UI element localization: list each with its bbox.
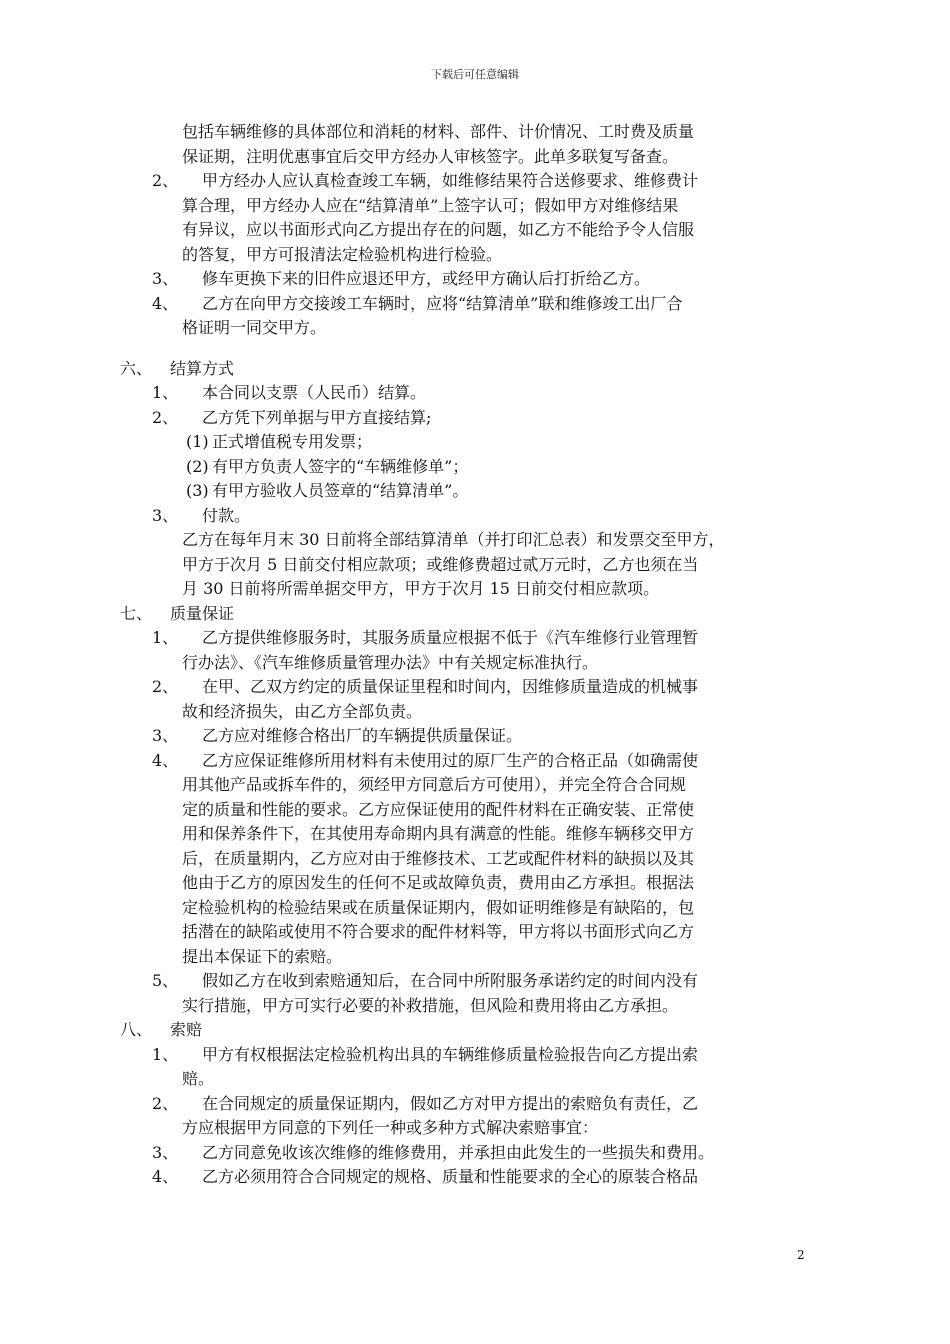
paragraph-line bbox=[120, 577, 820, 602]
line-text: 赔。 bbox=[182, 1069, 215, 1088]
line-text: 乙方在向甲方交接竣工车辆时，应将“结算清单”联和维修竣工出厂合 bbox=[202, 293, 683, 313]
list-item bbox=[120, 724, 820, 749]
list-item bbox=[120, 292, 820, 317]
list-item bbox=[120, 479, 820, 504]
list-item bbox=[120, 455, 820, 480]
line-text: 定的质量和性能的要求。乙方应保证使用的配件材料在正确安装、正常使 bbox=[182, 799, 695, 819]
line-text: 乙方必须用符合合同规定的规格、质量和性能要求的全心的原装合格品 bbox=[202, 1167, 699, 1186]
line-text: 在合同规定的质量保证期内，假如乙方对甲方提出的索赔负有责任，乙 bbox=[202, 1093, 699, 1113]
line-text: 乙方同意免收该次维修的维修费用，并承担由此发生的一些损失和费用。 bbox=[202, 1142, 715, 1162]
item-number: 2、 bbox=[152, 171, 179, 190]
item-number: (3) bbox=[186, 481, 209, 500]
line-text: 实行措施，甲方可实行必要的补救措施，但风险和费用将由乙方承担。 bbox=[182, 995, 679, 1015]
line-text: 的答复，甲方可报清法定检验机构进行检验。 bbox=[182, 244, 503, 264]
paragraph-line bbox=[120, 528, 820, 553]
item-number: 1、 bbox=[152, 383, 179, 402]
line-text: 包括车辆维修的具体部位和消耗的材料、部件、计价情况、工时费及质量 bbox=[182, 122, 695, 141]
section-heading bbox=[120, 357, 820, 382]
list-item bbox=[120, 1092, 820, 1117]
list-item bbox=[120, 1043, 820, 1068]
item-number: 3、 bbox=[152, 269, 179, 288]
line-text: 故和经济损失，由乙方全部负责。 bbox=[182, 701, 423, 721]
line-text: 索赔 bbox=[170, 1020, 203, 1039]
item-number: 2、 bbox=[152, 677, 179, 696]
list-item bbox=[120, 504, 820, 529]
paragraph-line bbox=[120, 553, 820, 578]
paragraph-line bbox=[120, 243, 820, 268]
line-text: 有甲方验收人员签章的“结算清单”。 bbox=[212, 481, 469, 500]
document-body bbox=[120, 120, 820, 1190]
line-text: 本合同以支票（人民币）结算。 bbox=[202, 383, 427, 402]
item-number: 3、 bbox=[152, 1142, 179, 1162]
paragraph-line bbox=[120, 1067, 820, 1092]
line-text: 质量保证 bbox=[170, 603, 235, 623]
line-text: 乙方凭下列单据与甲方直接结算; bbox=[202, 407, 432, 427]
paragraph-line bbox=[120, 920, 820, 945]
line-text: 有异议，应以书面形式向乙方提出存在的问题，如乙方不能给予令人信服 bbox=[182, 220, 695, 239]
list-item bbox=[120, 430, 820, 455]
item-number: (1) bbox=[186, 432, 209, 451]
item-number: 2、 bbox=[152, 1093, 179, 1113]
item-number: 4、 bbox=[152, 750, 179, 770]
paragraph-line bbox=[120, 896, 820, 921]
line-text: 结算方式 bbox=[170, 358, 235, 378]
item-number: 七、 bbox=[120, 603, 153, 623]
line-text: 乙方应保证维修所用材料有未使用过的原厂生产的合格正品（如确需使 bbox=[202, 750, 699, 770]
list-item bbox=[120, 381, 820, 406]
line-text: 用和保养条件下，在其使用寿命期内具有满意的性能。维修车辆移交甲方 bbox=[182, 824, 695, 843]
paragraph-line bbox=[120, 194, 820, 219]
paragraph-line bbox=[120, 700, 820, 725]
line-text: 乙方提供维修服务时，其服务质量应根据不低于《汽车维修行业管理暂 bbox=[202, 628, 699, 647]
paragraph-line bbox=[120, 798, 820, 823]
paragraph-line bbox=[120, 945, 820, 970]
paragraph-line bbox=[120, 994, 820, 1019]
list-item bbox=[120, 169, 820, 194]
line-text: 甲方有权根据法定检验机构出具的车辆维修质量检验报告向乙方提出索 bbox=[202, 1044, 699, 1064]
line-text: 假如乙方在收到索赔通知后，在合同中所附服务承诺约定的时间内没有 bbox=[202, 971, 699, 990]
item-number: 2、 bbox=[152, 407, 179, 427]
list-item bbox=[120, 626, 820, 651]
list-item bbox=[120, 1165, 820, 1190]
page-header: 下载后可任意编辑 bbox=[431, 68, 519, 81]
line-text: 甲方经办人应认真检查竣工车辆，如维修结果符合送修要求、维修费计 bbox=[202, 171, 699, 190]
list-item bbox=[120, 267, 820, 292]
list-item bbox=[120, 675, 820, 700]
line-text: 提出本保证下的索赔。 bbox=[182, 946, 343, 966]
line-text: 月 30 日前将所需单据交甲方，甲方于次月 15 日前交付相应款项。 bbox=[182, 579, 660, 598]
blank-line bbox=[120, 341, 820, 357]
list-item bbox=[120, 406, 820, 431]
list-item bbox=[120, 969, 820, 994]
line-text: 括潜在的缺陷或使用不符合要求的配件材料等，甲方将以书面形式向乙方 bbox=[182, 922, 695, 941]
paragraph-line bbox=[120, 120, 820, 145]
line-text: 乙方在每年月末 30 日前将全部结算清单（并打印汇总表）和发票交至甲方， bbox=[182, 530, 725, 549]
section-heading bbox=[120, 602, 820, 627]
line-text: 他由于乙方的原因发生的任何不足或故障负责，费用由乙方承担。根据法 bbox=[182, 873, 695, 892]
paragraph-line bbox=[120, 847, 820, 872]
paragraph-line bbox=[120, 218, 820, 243]
page-number: 2 bbox=[797, 1248, 805, 1262]
line-text: 格证明一同交甲方。 bbox=[182, 318, 327, 337]
paragraph-line bbox=[120, 145, 820, 170]
line-text: 方应根据甲方同意的下列任一种或多种方式解决索赔事宜： bbox=[182, 1118, 599, 1137]
list-item bbox=[120, 1141, 820, 1166]
item-number: 4、 bbox=[152, 1167, 179, 1186]
line-text: 正式增值税专用发票； bbox=[212, 432, 373, 451]
item-number: 3、 bbox=[152, 726, 179, 745]
line-text: 修车更换下来的旧件应退还甲方，或经甲方确认后打折给乙方。 bbox=[202, 269, 651, 288]
paragraph-line bbox=[120, 651, 820, 676]
line-text: 定检验机构的检验结果或在质量保证期内，假如证明维修是有缺陷的，包 bbox=[182, 897, 695, 917]
line-text: 甲方于次月 5 日前交付相应款项；或维修费超过贰万元时，乙方也须在当 bbox=[182, 554, 699, 574]
item-number: 4、 bbox=[152, 293, 179, 313]
line-text: 在甲、乙双方约定的质量保证里程和时间内，因维修质量造成的机械事 bbox=[202, 677, 699, 696]
line-text: 用其他产品或拆车件的，须经甲方同意后方可使用），并完全符合合同规 bbox=[182, 775, 687, 794]
paragraph-line bbox=[120, 871, 820, 896]
paragraph-line bbox=[120, 1116, 820, 1141]
item-number: (2) bbox=[186, 456, 209, 476]
item-number: 1、 bbox=[152, 628, 179, 647]
line-text: 算合理，甲方经办人应在“结算清单”上签字认可；假如甲方对维修结果 bbox=[182, 195, 679, 215]
item-number: 3、 bbox=[152, 505, 179, 525]
paragraph-line bbox=[120, 822, 820, 847]
paragraph-line bbox=[120, 773, 820, 798]
list-item bbox=[120, 749, 820, 774]
line-text: 有甲方负责人签字的“车辆维修单”； bbox=[212, 456, 469, 476]
paragraph-line bbox=[120, 316, 820, 341]
section-heading bbox=[120, 1018, 820, 1043]
line-text: 后，在质量期内，乙方应对由于维修技术、工艺或配件材料的缺损以及其 bbox=[182, 848, 695, 868]
line-text: 行办法》、《汽车维修质量管理办法》中有关规定标准执行。 bbox=[182, 652, 599, 672]
line-text: 保证期，注明优惠事宜后交甲方经办人审核签字。此单多联复写备查。 bbox=[182, 146, 679, 166]
item-number: 1、 bbox=[152, 1044, 179, 1064]
line-text: 乙方应对维修合格出厂的车辆提供质量保证。 bbox=[202, 726, 523, 745]
line-text: 付款。 bbox=[202, 505, 251, 525]
item-number: 六、 bbox=[120, 358, 153, 378]
item-number: 八、 bbox=[120, 1020, 153, 1039]
item-number: 5、 bbox=[152, 971, 179, 990]
